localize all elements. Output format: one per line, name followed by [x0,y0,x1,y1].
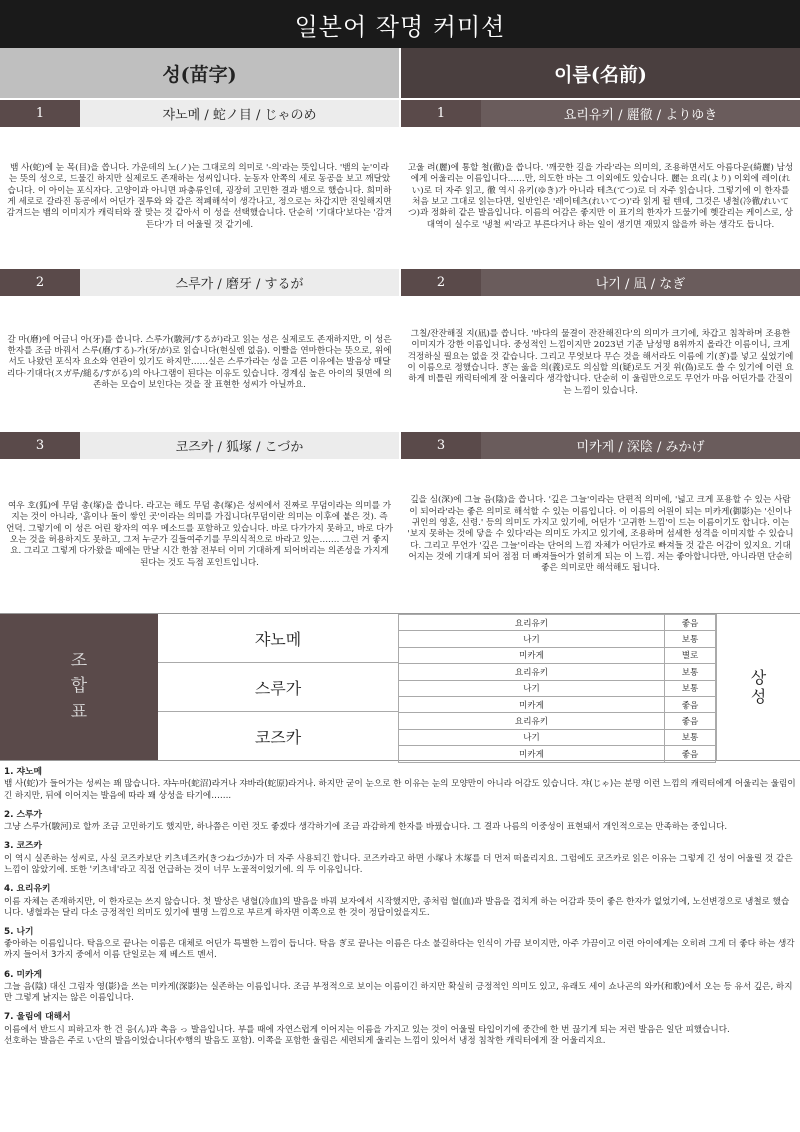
surname-name: 코즈카 / 狐塚 / こづか [80,432,399,459]
rating-cell: 보통 [665,729,716,745]
given-name-3 [401,430,800,611]
note-item [4,970,796,1005]
notes-section [0,761,800,1047]
table-row [399,664,716,680]
table-row [399,631,716,647]
combination-grid [398,614,716,763]
surname-name: 스루가 / 磨牙 / するが [80,269,399,296]
note-body: 그냥 스루가(駿河)로 할까 조금 고민하기도 했지만, 하나쯤은 이런 것도 좋겠다 생각하기에 조금 과감하게 한자를 바꿨습니다. 그 결과 나름의 이중성이 표현돼서 개인적으로는 만족하는 중입니다. [4,822,728,833]
given-name-name: 요리유키 / 麗徹 / よりゆき [481,100,800,127]
given-name-name: 나기 / 凪 / なぎ [481,269,800,296]
given-name-1 [401,98,800,267]
surname-number: 3 [0,432,80,459]
given-cell: 나기 [399,631,665,647]
surname-number: 1 [0,100,80,127]
table-row [399,647,716,663]
note-title: 1. 쟈노메 [4,767,43,777]
note-item [4,927,796,962]
given-name-description: 고울 려(麗)에 통할 철(徹)을 씁니다. '깨끗한 길을 가라'라는 의미의, 조용하면서도 아름다운(綺麗) 남성에게 어울리는 이름입니다……만, 의도한 바는 그 이외에도 있습니다. 麗는 요리(より) 이외에 레이(れい)로 더 자주 읽고, 徹 역시 유키(ゆき)가 아니라 테츠(てつ)로 더 자주 읽습니다. 그렇기에 이 한자를 처음 보고 그대로 읽는다면, 일반인은 '레이테츠(れいてつ)'라 읽게 될 텐데, 그것은 냉철(冷徹/れいてつ)과 정화히 같은 발음입니다. 이름의 어감은 좋지만 이 표기의 한자가 드물기에 헷갈리는 케이스로, 상대역이 실수로 '냉철 씨'라고 부른다거나 하는 일이 생기면 재밌지 않을까 하는 생각도 듭니다. [407,162,794,230]
section-3 [0,430,800,611]
given-name-name: 미카게 / 深陰 / みかげ [481,432,800,459]
note-body: 이 역시 실존하는 성씨로, 사실 코즈카보단 키츠네즈카(きつねづか)가 더 자주 사용되긴 합니다. 코즈카라고 하면 小塚나 木塚를 더 먼저 떠올리지요. 그럼에도 코즈카로 읽은 이유는 그렇게 긴 성이 어울릴 것 같은 느낌이 않았기에. 또한 '키츠네'라고 직접 언급하는 것이 너무 노골적이었기에. 의 두 이유입니다. [4,853,793,875]
given-cell: 요리유키 [399,664,665,680]
given-name-header: 이름(名前) [401,48,800,98]
rating-cell: 보통 [665,664,716,680]
table-row [399,680,716,696]
table-row [399,696,716,712]
rating-cell: 별로 [665,647,716,663]
rating-cell: 보통 [665,680,716,696]
surname-description: 갈 마(磨)에 어금니 아(牙)를 씁니다. 스루가(駿河/するが)라고 읽는 성은 실제로도 존재하지만, 이 성은 한자를 조금 바꿔서 스루(磨/する)-가(牙/が)로 읽습니다(현실엔 없음). 이빨을 연마한다는 뜻으로, 위에서도 나왔던 포식자 요소와 연관이 있기도 하지만……실은 스루가라는 성을 고른 이유에는 발음상 매달리다·기대다(スガ루/縋る/すがる)의 아나그램이 된다는 이유도 있습니다. 경계심 높은 아이의 뒷면에 의존하는 모습이 보인다는 것을 잘 표현한 성씨가 아닐까요. [7,334,392,391]
given-cell: 나기 [399,680,665,696]
note-title: 2. 스루가 [4,809,43,820]
section-1 [0,98,800,267]
combination-surname: 코즈카 [254,727,302,747]
note-title: 3. 코즈카 [4,841,43,852]
note-item [4,841,796,876]
combination-table [0,613,800,761]
note-title: 6. 미카게 [4,969,43,980]
surname-name: 쟈노메 / 蛇ノ目 / じゃのめ [80,100,399,127]
note-item [4,884,796,919]
rating-cell: 좋음 [665,615,716,631]
surname-description: 뱀 사(蛇)에 눈 목(目)을 씁니다. 가운데의 노(ノ)는 그대로의 의미로 '-의'라는 뜻입니다. '뱀의 눈'이라는 뜻의 성으로, 드물긴 하지만 실제로도 존재하는 성씨입니다. 눈동자 안쪽의 세로 동공을 보고 깨달았습니다. 이 아이는 포식자다. 고양이과 아니면 파충류인데, 굉장히 고민한 결과 뱀으로 했습니다. 희미하게 세로로 갈라진 동공에서 어딘가 질투와 와 같은 적폐해석이 생각나고, 정으로는 차갑지만 진일해지면 감겨드는 뱀의 이미지가 캐릭터와 잘 맞는 것 같아서 이 성을 선택했습니다. 단순히 '기대다'보다는 '감겨든다'가 더 어울릴 것 같기에. [6,162,393,230]
note-item [4,810,796,834]
combination-surname: 쟈노메 [158,614,398,663]
surname-1 [0,98,399,267]
surname-3 [0,430,399,611]
table-row [399,729,716,745]
rating-cell: 좋음 [665,713,716,729]
note-item [4,1012,796,1047]
given-cell: 미카게 [399,647,665,663]
given-name-2 [401,267,800,430]
surname-description: 여우 호(狐)에 무덤 총(塚)을 씁니다. 라고는 해도 무덤 총(塚)은 성씨에서 진짜로 무덤이라는 의미를 가지는 것이 아니라, '흙이나 돌이 쌓인 곳'이라는 의미를 가집니다(무덤이란 의미는 이후에 붙은 것). 즉 언덕. 그렇기에 이 성은 어린 왕자의 여우 메소드를 포함하고 있습니다. 바로 다가가지 못하고, 바로 다가오는 것을 허용하지도 못하고, 그저 누군가 길들여주기를 무의식적으로 바라고 있는……. 그런 거 좋지요. 그리고 그렇게 다가왔을 때에는 만날 시간 한참 전부터 이미 기대하게 되어버리는 의존성을 가지게 된다는 것도 득점 포인트입니다. [6,500,393,568]
given-cell: 요리유키 [399,615,665,631]
table-row [399,615,716,631]
note-title: 5. 나기 [4,926,34,937]
surname-number: 2 [0,269,80,296]
surname-2 [0,267,399,430]
given-cell: 나기 [399,729,665,745]
compatibility-label: 상 성 [716,614,800,760]
given-name-number: 2 [401,269,481,296]
table-row [399,713,716,729]
note-item [4,767,796,802]
rating-cell: 좋음 [665,696,716,712]
note-body: 이름 자체는 존재하지만, 이 한자로는 쓰지 않습니다. 첫 발상은 냉혈(冷血)의 발음을 바꿔 보자에서 시작했지만, 종처럼 혈(血)과 발음을 겹치게 하는 어감과 뜻이 좋은 한자가 없었기에, 노선변경으로 냉철로 했습니다. 냉혈과는 달리 다소 긍정적인 의미도 있기에 별명 느낌으로 부르게 하자면 이쪽으로 한 것이 정답이었을지도. [4,896,790,918]
given-cell: 미카게 [399,696,665,712]
combination-label: 조 합 표 [0,614,158,760]
given-cell: 요리유키 [399,713,665,729]
rating-cell: 보통 [665,631,716,647]
note-title: 7. 울림에 대해서 [4,1012,71,1023]
table-row [399,746,716,762]
section-2 [0,267,800,430]
note-body: 이름에서 반드시 피하고자 한 건 응(ん)과 촉음 っ 발음입니다. 부를 때에 자연스럽게 이어지는 이름을 가지고 있는 것이 어울릴 타입이기에 중간에 한 번 끊기게 되는 저런 발음은 일단 피했습니다. 선호하는 발음은 주로 い단의 발음이었습니다(や행의 발음도 포함). 이쪽을 포함한 울림은 세련되게 울리는 느낌이 있어서 냉정 침착한 캐릭터에게 잘 어울리지요. [4,1024,730,1047]
given-name-description: 깊을 심(深)에 그늘 음(陰)을 씁니다. '깊은 그늘'이라는 단편적 의미에, '넓고 크게 포용할 수 있는 사람이 되어라'라는 좋은 의미로 해석할 수 있는 이름입니다. 이 이름의 어원이 되는 미카게(御影)는 '신이나 귀인의 영혼, 신령.' 등의 의미도 가지고 있기에, 어딘가 '고귀한 느낌'이 드는 이름이기도 합니다. 이는 '보지 못하는 것에 닿을 수 있다'라는 의미도 가지고 있기에, 조용하며 섬세한 성격을 이미지할 수 있습니다. 그리고 무언가 '깊은 그늘'이라는 단어의 느낌 자체가 어딘가로 빠져들 것 같은 어감이 있지요. 기대어지는 것에 기대게 되어 점점 더 빠져들어가 얽히게 되는 이 느낌. 저는 좋아합니다만, 아니라면 단순히 좋은 의미로만 해석해도 됩니다. [407,495,794,574]
note-body: 좋아하는 이름입니다. 탁음으로 끝나는 이름은 대체로 어딘가 특별한 느낌이 듭니다. 탁음 ぎ로 끝나는 이름은 다소 불길하다는 인식이 가끔 보이지만, 아주 가끔이고 이런 아이에게는 오히려 그게 더 좋다 하는 생각까지 들어서 3가지 중에서 이름 단일로는 제 베스트 멘서. [4,939,795,961]
surname-header: 성(苗字) [0,48,399,98]
note-body: 뱀 사(蛇)가 들어가는 성씨는 꽤 많습니다. 쟈누마(蛇沼)라거나 쟈바라(蛇原)라거나. 하지만 굳이 눈으로 한 이유는 눈의 모양만이 아니라 어감도 있습니다. 쟈(じゃ)는 분명 이런 느낌의 캐릭터에게 어울리는 울림이긴 하지만, 뒤에 이어지는 발음에 따라 꽤 상성을 타기에……. [4,779,796,801]
given-name-number: 3 [401,432,481,459]
rating-cell: 좋음 [665,746,716,762]
page-title: 일본어 작명 커미션 [0,0,800,48]
note-body: 그늘 음(陰) 대신 그림자 영(影)을 쓰는 미카게(深影)는 실존하는 이름입니다. 조금 부정적으로 보이는 이름이긴 하지만 확실히 긍정적인 의미도 있고, 유래도 세이 쇼나곤의 와카(和歌)에서 오는 등 유서 깊은, 하지만 그렇게 낡지는 않은 이름입니다. [4,982,793,1004]
given-name-description: 그칠/잔잔해질 지(凪)를 씁니다. '바다의 물결이 잔잔해진다'의 의미가 크기에, 차갑고 침착하며 조용한 이미지가 강한 이름입니다. 중성적인 느낌이지만 2023년 기준 남성명 8위까지 올라간 이름이니, 크게 걱정하실 필요는 없을 것 같습니다. 그리고 무엇보다 무슨 것을 해서라도 이름에 기(ぎ)를 넣고 싶었기에 이 이름으로 정했습니다. ぎ는 옳을 의(義)로도 의심할 의(疑)로도 거짓 위(偽)로도 쓸 수 있기에 이런 요하게 비틀린 캐릭터에게 잘 어울리다 생각합니다. 단순히 이 울림만으로도 무언가 마음 어딘가를 간질이는 느낌이 있습니다. [407,328,794,396]
given-cell: 미카게 [399,746,665,762]
column-headers [0,48,800,98]
combination-surname: 스루가 [158,663,398,712]
note-title: 4. 요리유키 [4,884,51,895]
combination-surnames [158,614,398,760]
given-name-number: 1 [401,100,481,127]
